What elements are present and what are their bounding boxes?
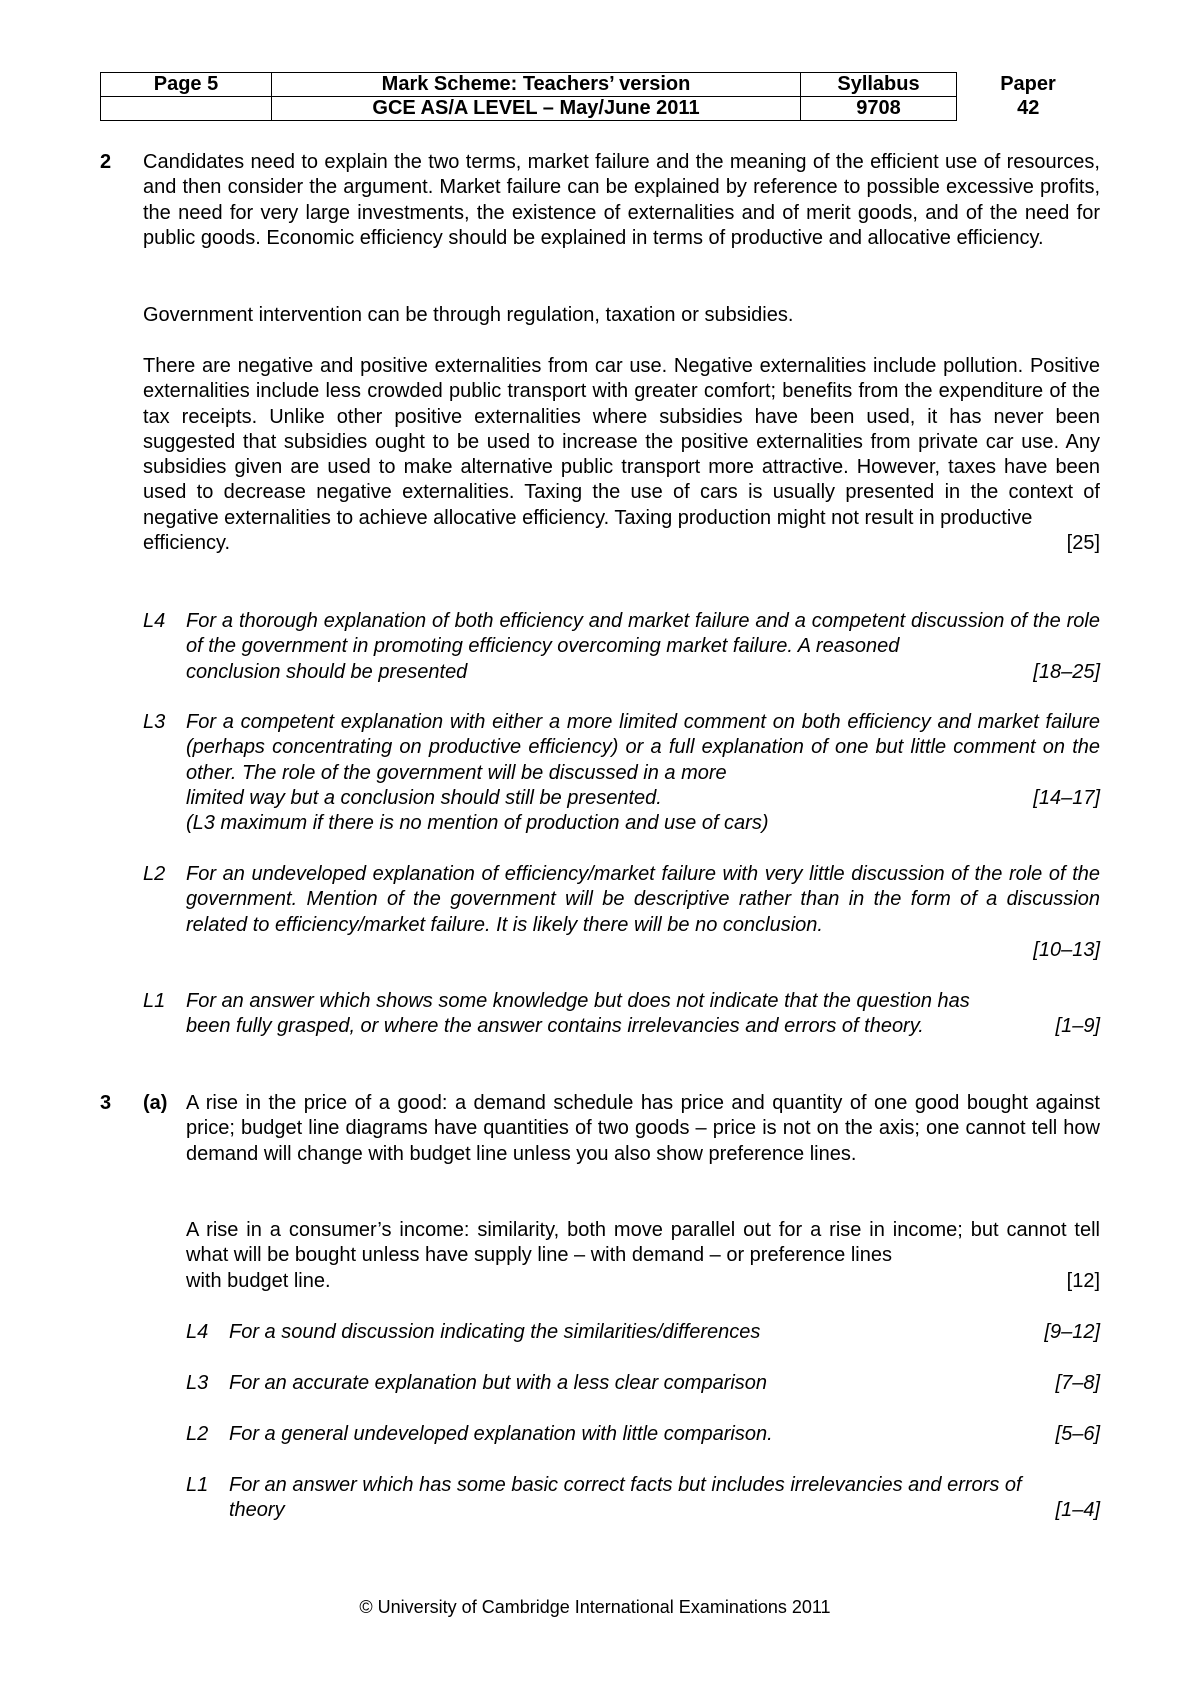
q2-level-L4 — [143, 609, 1100, 689]
question-3-paragraph-2-text: A rise in a consumer’s income: similarity, both move parallel out for a rise in income; but cannot tell what will be bought unless have supply line – with demand – or preference lines — [186, 1219, 1100, 1267]
header-paper-value: 42 — [1017, 97, 1040, 119]
q2-level-L2 — [143, 862, 1100, 967]
level-lastline — [186, 660, 1100, 685]
level-mark: [9–12] — [1044, 1321, 1100, 1343]
header-empty-cell — [101, 97, 272, 121]
level-mark: [5–6] — [1055, 1423, 1100, 1445]
level-code: L3 — [186, 1372, 209, 1394]
level-code: L4 — [186, 1321, 209, 1343]
level-code: L2 — [143, 863, 166, 885]
question-2-paragraph-3-lastline — [143, 531, 1100, 556]
header-syllabus-label: Syllabus — [801, 73, 957, 97]
level-last: theory — [229, 1499, 285, 1522]
question-2-paragraph-1: Candidates need to explain the two terms, market failure and the meaning of the efficient use of resources, and then consider the argument. Market failure can be explained by reference to possible excessive profits, the need for very large investments, the existence of externalities and of merit goods, and of the need for public goods. Economic efficiency should be explained in terms of productive and allocative efficiency. — [143, 151, 1100, 249]
level-body: For a sound discussion indicating the similarities/differences — [229, 1321, 761, 1343]
level-text — [229, 1473, 1100, 1524]
level-code: L3 — [143, 711, 166, 733]
level-body: For a general undeveloped explanation with little comparison. — [229, 1423, 773, 1445]
level-body: For an undeveloped explanation of efficiency/market failure with very little discussion of the role of the government. Mention of the government will be descriptive rather than in the form of a discussion related to efficiency/market failure. It is likely there will be no conclusion. — [186, 863, 1100, 936]
question-3-paragraph-2-lastline — [186, 1269, 1100, 1294]
q3-level-L3 — [186, 1371, 1100, 1399]
level-text — [229, 1422, 1100, 1447]
level-body: For a thorough explanation of both efficiency and market failure and a competent discussion of the role of the government in promoting efficiency overcoming market failure. A reasoned — [186, 610, 1100, 658]
question-2-mark: [25] — [1066, 532, 1100, 555]
header-page: Page 5 — [101, 73, 272, 97]
level-text — [229, 1320, 1100, 1345]
level-mark: [1–9] — [1055, 1015, 1100, 1038]
level-last: been fully grasped, or where the answer contains irrelevancies and errors of theory. — [186, 1015, 924, 1038]
level-body: For a competent explanation with either a more limited comment on both efficiency and market failure (perhaps concentrating on productive efficiency) or a full explanation of one but little comment on the other. The role of the government will be discussed in a more — [186, 711, 1100, 784]
q3-level-L2 — [186, 1422, 1100, 1450]
header-title: Mark Scheme: Teachers’ version — [272, 73, 801, 97]
level-code: L1 — [186, 1474, 209, 1496]
level-mark: [7–8] — [1055, 1372, 1100, 1394]
level-mark: [1–4] — [1055, 1499, 1100, 1522]
level-body: For an answer which has some basic correct facts but includes irrelevancies and errors of — [229, 1474, 1022, 1496]
level-extra: (L3 maximum if there is no mention of production and use of cars) — [186, 812, 769, 835]
q3-level-L1 — [186, 1473, 1100, 1528]
question-3-part: (a) — [143, 1092, 168, 1114]
copyright-footer: © University of Cambridge International Examinations 2011 — [359, 1597, 831, 1617]
level-code: L2 — [186, 1423, 209, 1445]
level-text — [186, 862, 1100, 963]
header-paper-label: Paper — [1000, 73, 1056, 95]
level-last: conclusion should be presented — [186, 660, 468, 683]
level-text — [186, 710, 1100, 836]
question-3-number: 3 — [100, 1092, 112, 1114]
level-text — [186, 989, 1100, 1040]
question-3-paragraph-2 — [186, 1218, 1100, 1294]
question-2-paragraph-3-last: efficiency. — [143, 532, 231, 555]
header-subtitle: GCE AS/A LEVEL – May/June 2011 — [272, 97, 801, 121]
question-3-mark: [12] — [1066, 1269, 1100, 1292]
question-2-paragraph-3 — [143, 354, 1100, 556]
header-syllabus-value: 9708 — [801, 97, 957, 121]
level-code: L1 — [143, 990, 166, 1012]
level-last: limited way but a conclusion should still be presented. — [186, 786, 662, 809]
question-2-number: 2 — [100, 151, 112, 173]
level-text — [186, 609, 1100, 685]
level-mark: [10–13] — [1033, 938, 1100, 961]
level-mark: [14–17] — [1033, 786, 1100, 809]
q2-level-L1 — [143, 989, 1100, 1044]
level-code: L4 — [143, 610, 166, 632]
q2-level-L3 — [143, 710, 1100, 840]
level-lastline — [229, 1498, 1100, 1523]
level-lastline — [186, 786, 1100, 811]
level-text — [229, 1371, 1100, 1396]
level-lastline — [186, 1014, 1100, 1039]
level-mark: [18–25] — [1033, 660, 1100, 683]
q3-level-L4 — [186, 1320, 1100, 1348]
level-body: For an accurate explanation but with a less clear comparison — [229, 1372, 768, 1394]
question-3-paragraph-1: A rise in the price of a good: a demand schedule has price and quantity of one good bought against price; budget line diagrams have quantities of two goods – price is not on the axis; one cannot tell how demand will change with budget line unless you also show preference lines. — [186, 1092, 1100, 1165]
question-3-paragraph-2-last: with budget line. — [186, 1269, 331, 1292]
question-2-paragraph-2: Government intervention can be through regulation, taxation or subsidies. — [143, 304, 794, 326]
header-table — [100, 72, 1100, 121]
level-body: For an answer which shows some knowledge but does not indicate that the question has — [186, 990, 970, 1012]
question-2-paragraph-3-text: There are negative and positive externalities from car use. Negative externalities include pollution. Positive externalities include less crowded public transport with greater comfort; benefits from the expenditure of the tax receipts. Unlike other positive externalities where subsidies have been used, it has never been suggested that subsidies ought to be used to increase the positive externalities from private car use. Any subsidies given are used to make alternative public transport more attractive. However, taxes have been used to decrease negative externalities. Taxing the use of cars is usually presented in the context of negative externalities to achieve allocative efficiency. Taxing production might not result in productive — [143, 355, 1100, 529]
